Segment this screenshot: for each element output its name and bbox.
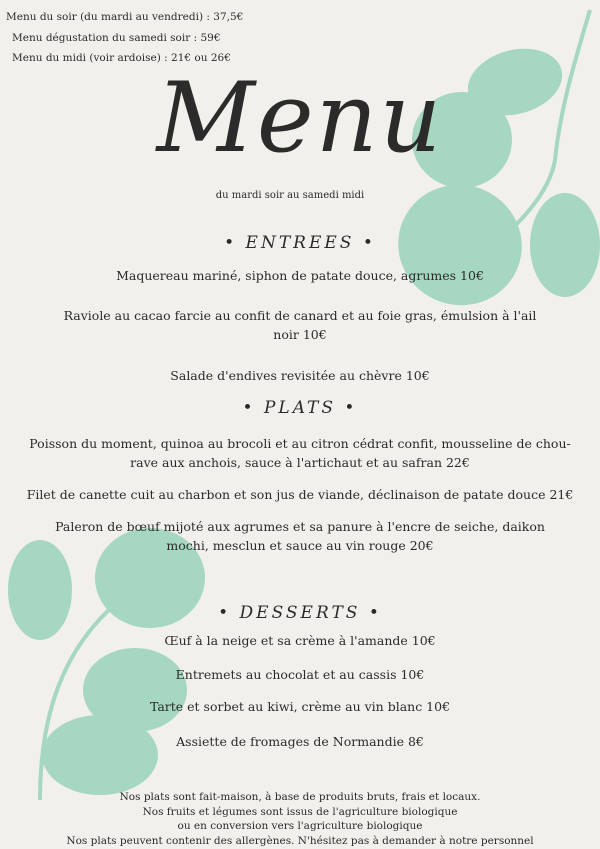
footer-notes xyxy=(0,790,600,848)
section-heading-entrees: • ENTREES • xyxy=(224,233,376,253)
price-line-midi: Menu du midi (voir ardoise) : 21€ ou 26€ xyxy=(12,52,231,64)
section-heading-desserts: • DESSERTS • xyxy=(218,603,382,623)
menu-item: Salade d'endives revisitée au chèvre 10€ xyxy=(170,368,430,383)
menu-item: Assiette de fromages de Normandie 8€ xyxy=(176,734,424,749)
menu-item: Maquereau mariné, siphon de patate douce, agrumes 10€ xyxy=(116,268,484,283)
footer-line: Nos plats peuvent contenir des allergènes. N'hésitez pas à demander à notre personnel xyxy=(66,834,534,847)
price-line-soir: Menu du soir (du mardi au vendredi) : 37,5€ xyxy=(6,11,244,23)
menu-item: Raviole au cacao farcie au confit de canard et au foie gras, émulsion à l'ail noir 10€ xyxy=(63,308,537,342)
menu-item: Entremets au chocolat et au cassis 10€ xyxy=(175,667,425,682)
menu-item: Paleron de bœuf mijoté aux agrumes et sa panure à l'encre de seiche, daikon mochi, mesclun et sauce au vin rouge 20€ xyxy=(55,519,545,553)
menu-item: Tarte et sorbet au kiwi, crème au vin blanc 10€ xyxy=(149,699,451,714)
footer-line: Nos plats sont fait-maison, à base de produits bruts, frais et locaux. xyxy=(119,791,481,803)
footer-line: ou en conversion vers l'agriculture biologique xyxy=(177,820,423,832)
menu-item: Filet de canette cuit au charbon et son jus de viande, déclinaison de patate douce 21€ xyxy=(26,487,574,502)
subtitle: du mardi soir au samedi midi xyxy=(215,190,365,201)
menu-item: Œuf à la neige et sa crème à l'amande 10€ xyxy=(164,633,436,648)
section-heading-plats: • PLATS • xyxy=(242,398,358,418)
footer-line: Nos fruits et légumes sont issus de l'agriculture biologique xyxy=(142,805,458,818)
menu-item: Poisson du moment, quinoa au brocoli et au citron cédrat confit, mousseline de chou-rave aux anchois, sauce à l'artichaut et au safran 22€ xyxy=(29,436,571,470)
page-title: Menu xyxy=(156,62,444,174)
price-line-degustation: Menu dégustation du samedi soir : 59€ xyxy=(12,32,221,44)
